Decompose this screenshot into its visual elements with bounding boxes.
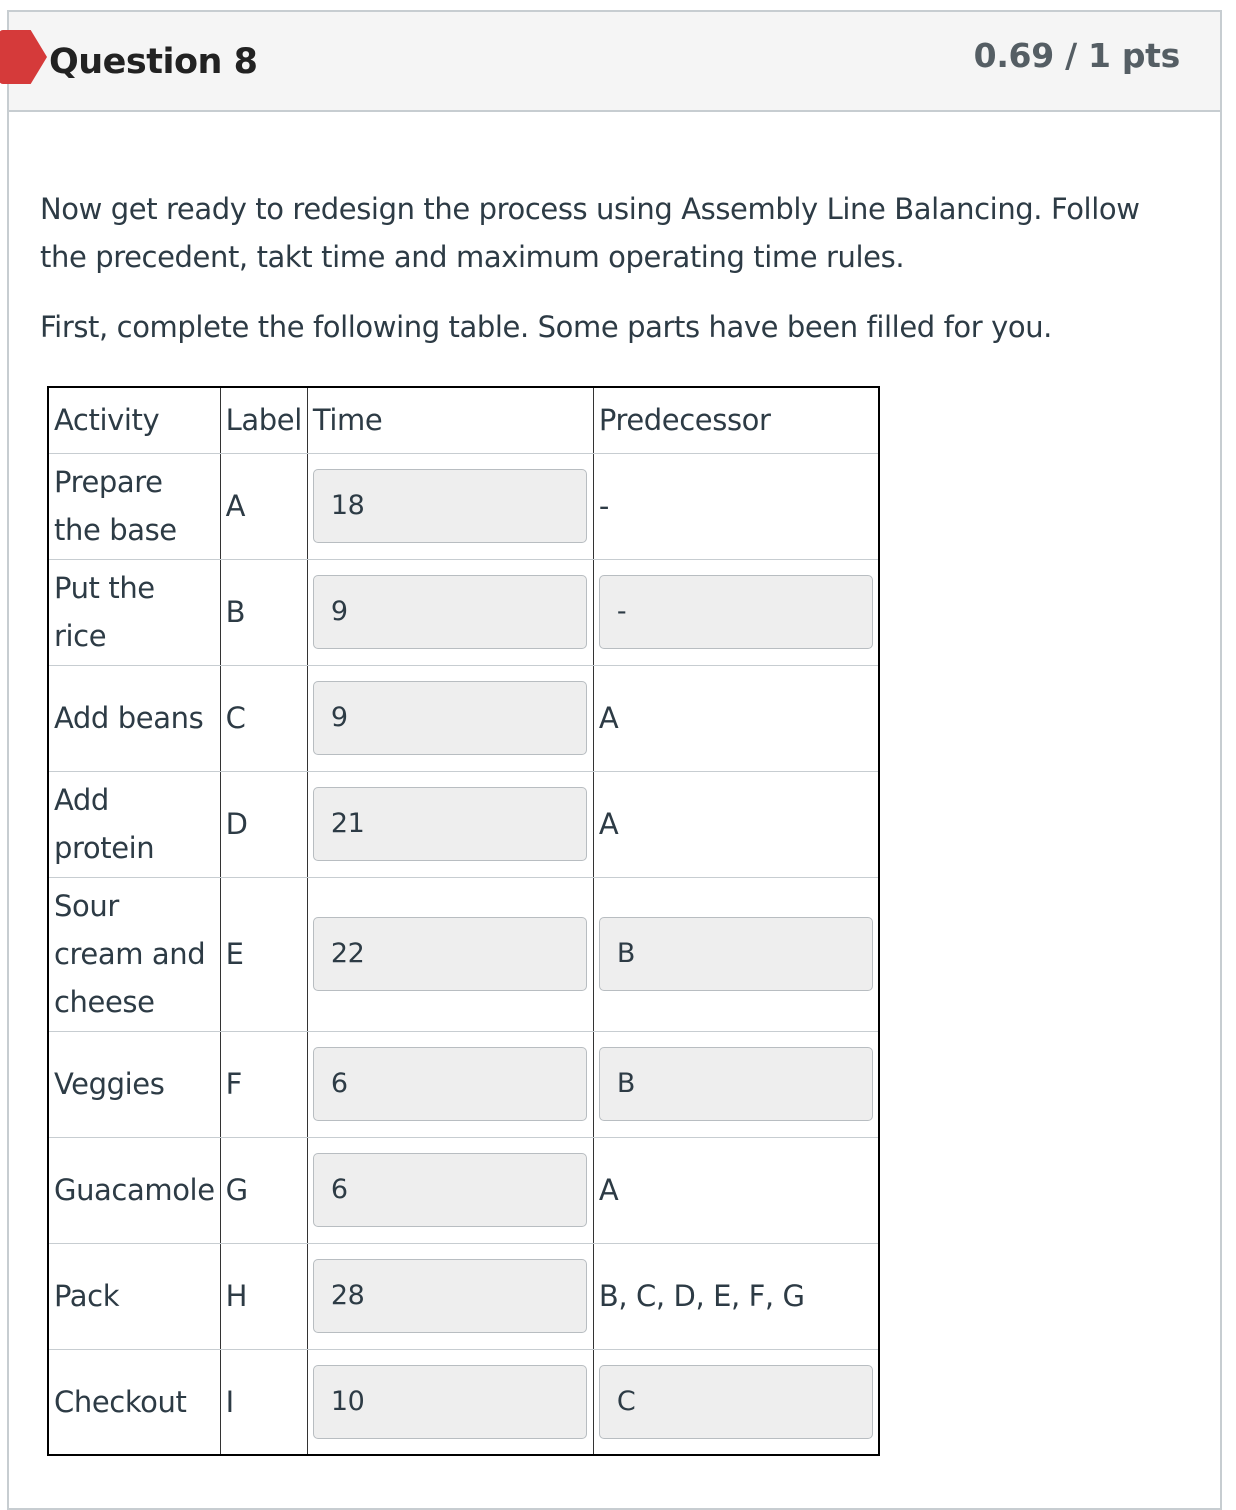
table-row — [48, 453, 879, 559]
question-instruction: First, complete the following table. Some parts have been filled for you. — [40, 310, 1052, 344]
question-points: 0.69 / 1 pts — [973, 36, 1180, 75]
activity-cell: Pack — [48, 1243, 220, 1349]
time-cell — [307, 453, 593, 559]
activity-cell: Sour cream and cheese — [48, 877, 220, 1031]
header-label: Label — [220, 387, 307, 453]
table-row — [48, 1137, 879, 1243]
predecessor-cell — [593, 1031, 879, 1137]
predecessor-answer-box[interactable]: - — [599, 575, 873, 649]
table-row — [48, 1243, 879, 1349]
predecessor-cell — [593, 559, 879, 665]
header-predecessor: Predecessor — [593, 387, 879, 453]
activity-cell: Checkout — [48, 1349, 220, 1455]
time-cell — [307, 771, 593, 877]
predecessor-cell — [593, 877, 879, 1031]
table-row — [48, 559, 879, 665]
time-cell — [307, 1031, 593, 1137]
time-answer-box[interactable]: 10 — [313, 1365, 587, 1439]
activity-cell: Veggies — [48, 1031, 220, 1137]
header-activity: Activity — [48, 387, 220, 453]
label-cell: D — [220, 771, 307, 877]
time-cell — [307, 559, 593, 665]
time-cell — [307, 1243, 593, 1349]
activity-cell: Add protein — [48, 771, 220, 877]
activity-cell: Guacamole — [48, 1137, 220, 1243]
header-time: Time — [307, 387, 593, 453]
question-body — [40, 185, 1160, 351]
time-answer-box[interactable]: 6 — [313, 1047, 587, 1121]
table-row — [48, 771, 879, 877]
label-cell: I — [220, 1349, 307, 1455]
time-answer-box[interactable]: 9 — [313, 575, 587, 649]
time-cell — [307, 1137, 593, 1243]
table-row — [48, 1031, 879, 1137]
label-cell: F — [220, 1031, 307, 1137]
predecessor-cell: - — [593, 453, 879, 559]
activity-cell: Put the rice — [48, 559, 220, 665]
predecessor-cell: A — [593, 771, 879, 877]
label-cell: A — [220, 453, 307, 559]
table-row — [48, 665, 879, 771]
question-flag-icon[interactable] — [0, 30, 47, 84]
predecessor-answer-box[interactable]: B — [599, 917, 873, 991]
time-answer-box[interactable]: 18 — [313, 469, 587, 543]
table-header-row — [48, 387, 879, 453]
time-answer-box[interactable]: 22 — [313, 917, 587, 991]
time-answer-box[interactable]: 9 — [313, 681, 587, 755]
label-cell: C — [220, 665, 307, 771]
activity-cell: Add beans — [48, 665, 220, 771]
predecessor-answer-box[interactable]: C — [599, 1365, 873, 1439]
question-intro: Now get ready to redesign the process using Assembly Line Balancing. Follow the precedent, takt time and maximum operating time rules. — [40, 192, 1140, 274]
table-row — [48, 1349, 879, 1455]
label-cell: G — [220, 1137, 307, 1243]
activity-table — [47, 386, 880, 1456]
table-row — [48, 877, 879, 1031]
time-cell — [307, 665, 593, 771]
question-title: Question 8 — [49, 42, 258, 82]
time-answer-box[interactable]: 6 — [313, 1153, 587, 1227]
predecessor-cell: B, C, D, E, F, G — [593, 1243, 879, 1349]
question-header — [9, 12, 1220, 112]
time-cell — [307, 877, 593, 1031]
time-answer-box[interactable]: 28 — [313, 1259, 587, 1333]
predecessor-cell: A — [593, 1137, 879, 1243]
time-answer-box[interactable]: 21 — [313, 787, 587, 861]
time-cell — [307, 1349, 593, 1455]
predecessor-cell: A — [593, 665, 879, 771]
label-cell: H — [220, 1243, 307, 1349]
label-cell: E — [220, 877, 307, 1031]
predecessor-answer-box[interactable]: B — [599, 1047, 873, 1121]
activity-cell: Prepare the base — [48, 453, 220, 559]
label-cell: B — [220, 559, 307, 665]
predecessor-cell — [593, 1349, 879, 1455]
